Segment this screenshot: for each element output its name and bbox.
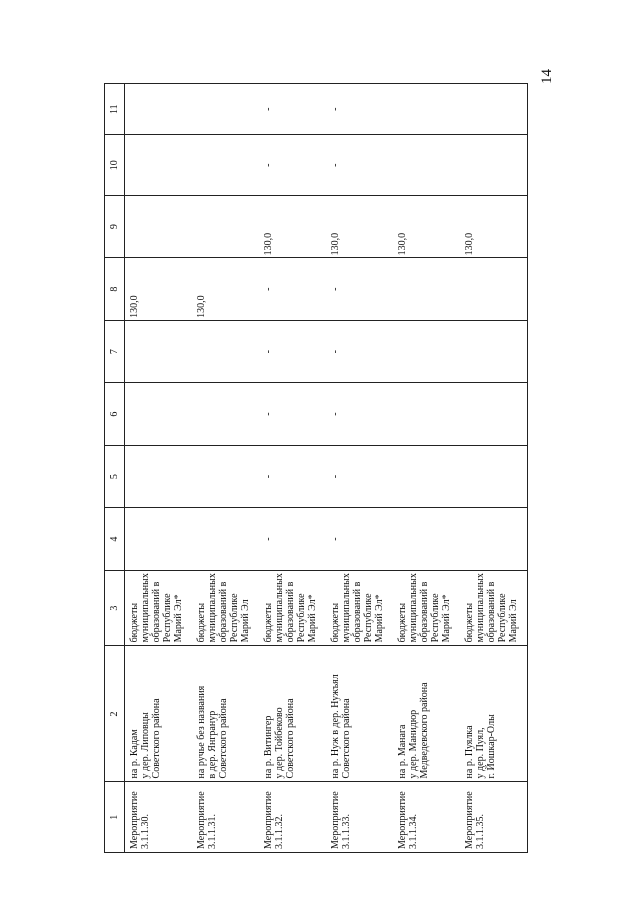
value-cell [125, 195, 193, 257]
funding-source-cell: бюджеты муниципальных образований в Республике Марий Эл* [125, 570, 193, 646]
value-cell [460, 508, 528, 570]
value-cell: - [326, 258, 393, 320]
value-cell [125, 508, 193, 570]
location-cell: на р. Пуялка у дер. Пуял, г. Йошкар-Олы [460, 646, 528, 782]
column-header: 5 [105, 445, 125, 507]
funding-source-cell: бюджеты муниципальных образований в Республике Марий Эл* [393, 570, 460, 646]
measure-id-cell: Мероприятие 3.1.1.34. [393, 782, 460, 853]
value-cell: - [259, 508, 326, 570]
measure-id-cell: Мероприятие 3.1.1.35. [460, 782, 528, 853]
measure-id-cell: Мероприятие 3.1.1.33. [326, 782, 393, 853]
value-cell [460, 84, 528, 135]
page-number: 14 [539, 69, 555, 84]
funding-source-cell: бюджеты муниципальных образований в Республике Марий Эл* [326, 570, 393, 646]
column-header: 3 [105, 570, 125, 646]
table-row [393, 84, 460, 853]
value-cell: - [326, 84, 393, 135]
value-cell: 130,0 [125, 258, 193, 320]
value-cell [192, 195, 259, 257]
measure-id-cell: Мероприятие 3.1.1.32. [259, 782, 326, 853]
value-cell [192, 320, 259, 382]
value-cell: - [326, 135, 393, 195]
value-cell [460, 320, 528, 382]
value-cell [125, 84, 193, 135]
value-cell [192, 383, 259, 445]
value-cell: 130,0 [326, 195, 393, 257]
column-header: 2 [105, 646, 125, 782]
value-cell: - [259, 445, 326, 507]
value-cell [393, 84, 460, 135]
column-header: 1 [105, 782, 125, 853]
value-cell: 130,0 [259, 195, 326, 257]
column-header: 10 [105, 135, 125, 195]
header-row [105, 84, 125, 853]
table-row [125, 84, 193, 853]
value-cell: 130,0 [460, 195, 528, 257]
table-row [460, 84, 528, 853]
value-cell [125, 445, 193, 507]
value-cell: - [259, 135, 326, 195]
location-cell: на ручье без названия в дер. Янгранур Советского района [192, 646, 259, 782]
table-row [326, 84, 393, 853]
table-row [192, 84, 259, 853]
location-cell: на р. Нуж в дер. Нужъял Советского района [326, 646, 393, 782]
value-cell: 130,0 [393, 195, 460, 257]
value-cell [393, 445, 460, 507]
value-cell: - [259, 258, 326, 320]
measures-table [104, 83, 528, 853]
value-cell [125, 383, 193, 445]
column-header: 6 [105, 383, 125, 445]
value-cell: - [326, 383, 393, 445]
location-cell: на р. Кадам у дер. Липовцы Советского района [125, 646, 193, 782]
funding-source-cell: бюджеты муниципальных образований в Республике Марий Эл* [259, 570, 326, 646]
value-cell: 130,0 [192, 258, 259, 320]
value-cell: - [326, 445, 393, 507]
value-cell [393, 258, 460, 320]
value-cell [460, 383, 528, 445]
column-header: 8 [105, 258, 125, 320]
table-row [259, 84, 326, 853]
location-cell: на р. Манага у дер. Манидюр Медведевского района [393, 646, 460, 782]
column-header: 7 [105, 320, 125, 382]
value-cell [192, 84, 259, 135]
funding-source-cell: бюджеты муниципальных образований в Республике Марий Эл [192, 570, 259, 646]
rotated-table-wrapper [104, 83, 527, 853]
column-header: 4 [105, 508, 125, 570]
measure-id-cell: Мероприятие 3.1.1.30. [125, 782, 193, 853]
value-cell [192, 445, 259, 507]
funding-source-cell: бюджеты муниципальных образований в Республике Марий Эл [460, 570, 528, 646]
value-cell: - [259, 84, 326, 135]
value-cell [192, 135, 259, 195]
value-cell: - [326, 320, 393, 382]
column-header: 11 [105, 84, 125, 135]
value-cell [393, 320, 460, 382]
value-cell: - [326, 508, 393, 570]
measure-id-cell: Мероприятие 3.1.1.31. [192, 782, 259, 853]
value-cell [393, 135, 460, 195]
value-cell [192, 508, 259, 570]
value-cell [125, 320, 193, 382]
value-cell [393, 508, 460, 570]
value-cell [460, 135, 528, 195]
location-cell: на р. Витингер у дер. Тойбеково Советского района [259, 646, 326, 782]
value-cell [460, 258, 528, 320]
value-cell [460, 445, 528, 507]
value-cell [125, 135, 193, 195]
value-cell: - [259, 320, 326, 382]
value-cell: - [259, 383, 326, 445]
value-cell [393, 383, 460, 445]
column-header: 9 [105, 195, 125, 257]
